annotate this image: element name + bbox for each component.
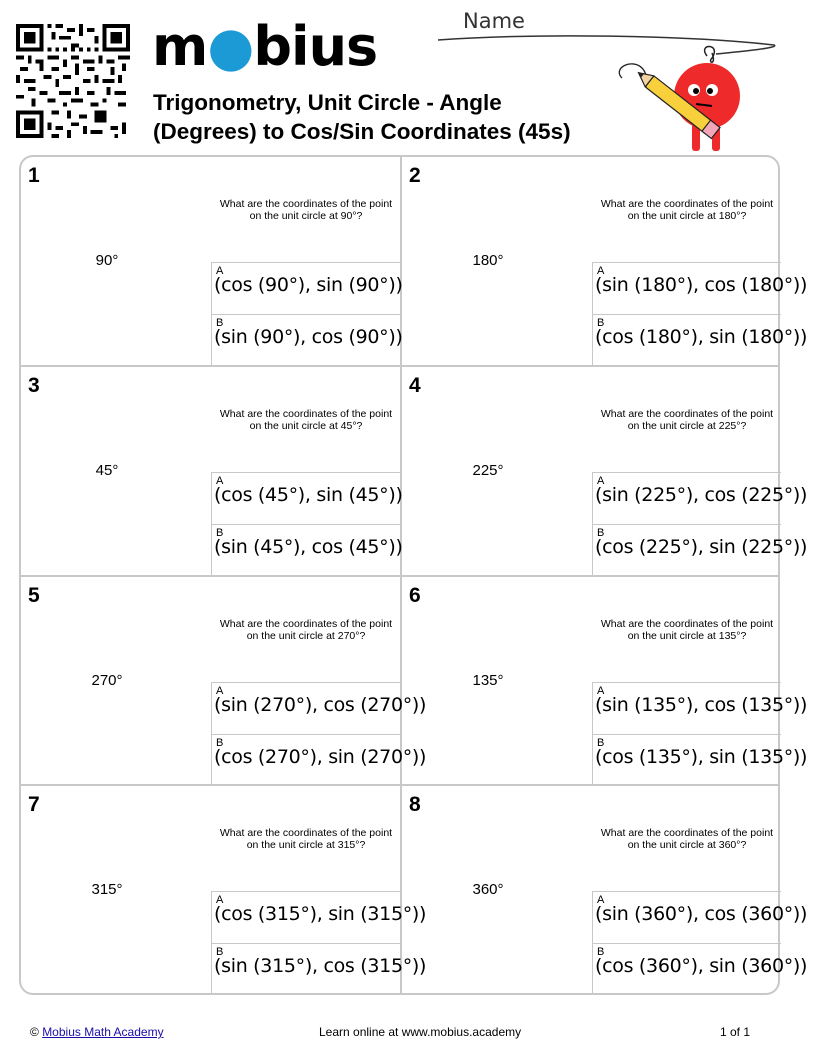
question-text: What are the coordinates of the point on the unit circle at 90°? [219,198,393,222]
answer-option-b[interactable]: B (cos (270°), sin (270°)) [211,734,400,786]
question-text: What are the coordinates of the point on the unit circle at 360°? [600,827,774,851]
answer-option-a[interactable]: A (cos (90°), sin (90°)) [211,262,400,314]
question-text: What are the coordinates of the point on the unit circle at 135°? [600,618,774,642]
angle-value: 45° [95,462,119,479]
question-number: 6 [409,584,421,607]
question-text: What are the coordinates of the point on the unit circle at 180°? [600,198,774,222]
answer-option-a[interactable]: A (cos (315°), sin (315°)) [211,891,400,943]
question-cell-1 [21,157,403,365]
question-number: 5 [28,584,40,607]
mobius-academy-link[interactable]: Mobius Math Academy [42,1025,164,1039]
question-number: 8 [409,793,421,816]
answer-option-b[interactable]: B (cos (360°), sin (360°)) [592,943,781,995]
name-label: Name [463,9,525,33]
question-cell-6 [402,577,808,785]
footer-copyright: © Mobius Math Academy [30,1025,164,1039]
question-text: What are the coordinates of the point on the unit circle at 225°? [600,408,774,432]
question-number: 7 [28,793,40,816]
question-cell-2 [402,157,808,365]
answer-option-a[interactable]: A (sin (360°), cos (360°)) [592,891,781,943]
page-number: 1 of 1 [720,1025,751,1039]
answer-option-a[interactable]: A (cos (45°), sin (45°)) [211,472,400,524]
answer-option-a[interactable]: A (sin (135°), cos (135°)) [592,682,781,734]
mobius-logo: m●bius [152,15,378,78]
answer-option-a[interactable]: A (sin (225°), cos (225°)) [592,472,781,524]
title-line-2: (Degrees) to Cos/Sin Coordinates (45s) [153,119,571,144]
answer-option-b[interactable]: B (cos (225°), sin (225°)) [592,524,781,576]
logo-drop-icon: ● [207,15,254,78]
angle-value: 135° [472,672,504,689]
angle-value: 315° [91,881,123,898]
answer-option-b[interactable]: B (sin (315°), cos (315°)) [211,943,400,995]
angle-value: 225° [472,462,504,479]
qr-code [16,24,130,138]
question-cell-7 [21,786,427,994]
question-number: 3 [28,374,40,397]
angle-value: 360° [472,881,504,898]
answer-option-a[interactable]: A (sin (270°), cos (270°)) [211,682,400,734]
question-cell-5 [21,577,427,785]
answer-option-b[interactable]: B (cos (180°), sin (180°)) [592,314,781,366]
question-cell-3 [21,367,403,575]
question-number: 2 [409,164,421,187]
answer-option-a[interactable]: A (sin (180°), cos (180°)) [592,262,781,314]
question-cell-8 [402,786,808,994]
answer-option-b[interactable]: B (cos (135°), sin (135°)) [592,734,781,786]
angle-value: 180° [472,252,504,269]
answer-option-b[interactable]: B (sin (45°), cos (45°)) [211,524,400,576]
worksheet-title [153,88,571,146]
question-cell-4 [402,367,808,575]
angle-value: 90° [95,252,119,269]
question-text: What are the coordinates of the point on the unit circle at 315°? [219,827,393,851]
mascot-pencil-character-icon [612,38,742,158]
angle-value: 270° [91,672,123,689]
question-number: 1 [28,164,40,187]
question-number: 4 [409,374,421,397]
question-text: What are the coordinates of the point on the unit circle at 45°? [219,408,393,432]
title-line-1: Trigonometry, Unit Circle - Angle [153,90,502,115]
footer-learn-online: Learn online at www.mobius.academy [319,1025,522,1039]
question-grid [19,155,808,995]
answer-option-b[interactable]: B (sin (90°), cos (90°)) [211,314,400,366]
question-text: What are the coordinates of the point on the unit circle at 270°? [219,618,393,642]
